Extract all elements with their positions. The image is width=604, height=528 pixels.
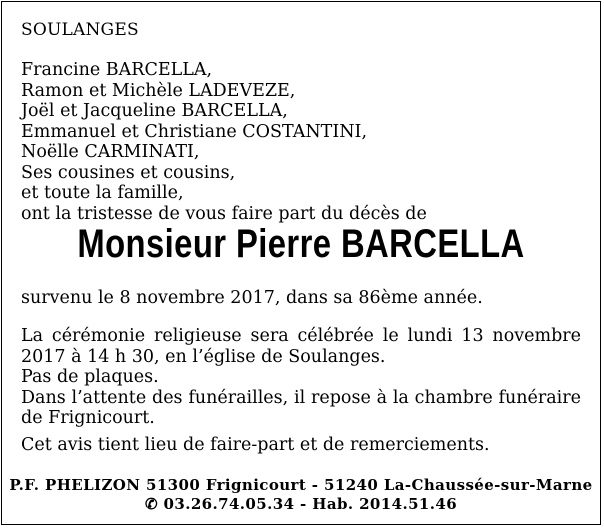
- family-line: et toute la famille,: [21, 183, 184, 203]
- closing-text: Cet avis tient lieu de faire-part et de remerciements.: [21, 435, 490, 455]
- ceremony-line: Dans l’attente des funérailles, il repose à la chambre funéraire: [21, 387, 581, 408]
- family-list: [21, 60, 427, 224]
- ceremony-line: La cérémonie religieuse sera célébrée le lundi 13 novembre: [21, 326, 581, 346]
- deceased-name: Monsieur Pierre BARCELLA: [77, 222, 525, 266]
- family-line: Noëlle CARMINATI,: [21, 142, 200, 162]
- family-line: Francine BARCELLA,: [21, 60, 213, 80]
- announcement-line: ont la tristesse de vous faire part du décès de: [21, 203, 427, 224]
- family-line: Emmanuel et Christiane COSTANTINI,: [21, 121, 368, 142]
- family-line: Ramon et Michèle LADEVEZE,: [21, 80, 296, 101]
- ceremony-line: 2017 à 14 h 30, en l’église de Soulanges.: [21, 346, 386, 367]
- ceremony-line: de Frignicourt.: [21, 408, 155, 428]
- ceremony-paragraph: [21, 326, 581, 429]
- funeral-home-phone: ✆ 03.26.74.05.34 - Hab. 2014.51.46: [144, 495, 458, 513]
- family-line: Joël et Jacqueline BARCELLA,: [21, 101, 288, 121]
- death-date-text: survenu le 8 novembre 2017, dans sa 86ème année.: [21, 288, 483, 308]
- town-heading: SOULANGES: [21, 20, 139, 40]
- obituary-notice: [1, 1, 601, 525]
- funeral-home-address: P.F. PHELIZON 51300 Frignicourt - 51240 La-Chaussée-sur-Marne: [9, 476, 593, 494]
- family-line: Ses cousines et cousins,: [21, 162, 236, 183]
- funeral-home-footer: [2, 476, 600, 514]
- ceremony-line: Pas de plaques.: [21, 367, 159, 387]
